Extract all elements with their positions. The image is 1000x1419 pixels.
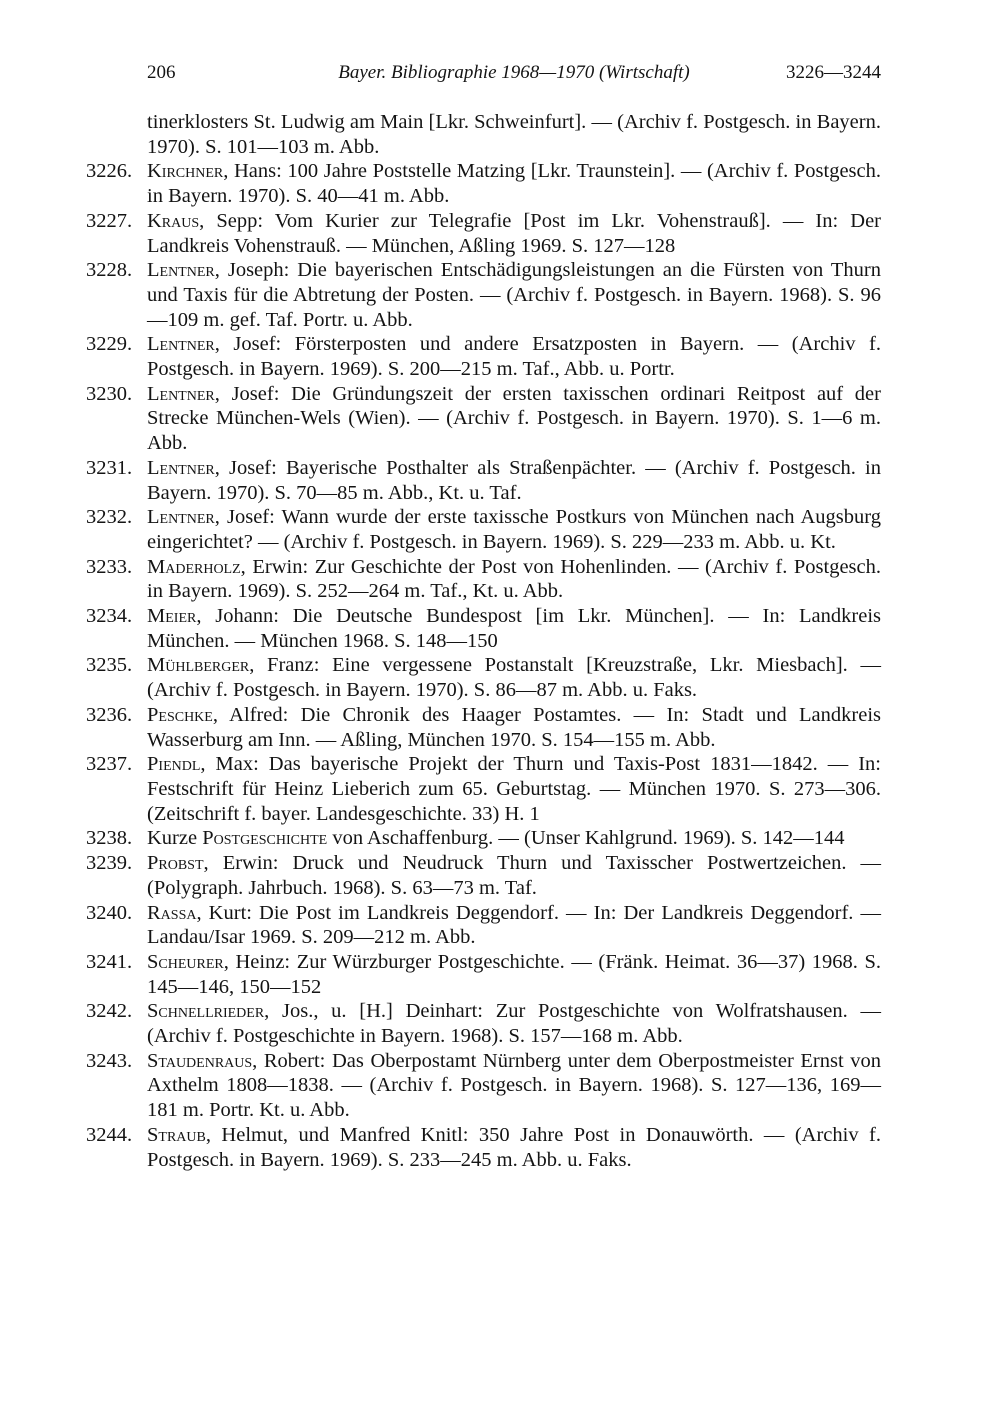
bibliography-entry xyxy=(86,1123,881,1172)
bibliography-entry xyxy=(86,332,881,381)
entry-text: , Johann: Die Deutsche Bundespost [im Lkr. München]. — In: Landkreis München. — München 1968. S. 148—150 xyxy=(147,605,881,652)
entry-text: , Alfred: Die Chronik des Haager Postamtes. — In: Stadt und Landkreis Wasserburg am Inn. — Aßling, München 1970. S. 154—155 m. Abb. xyxy=(147,703,881,751)
entry-number: 3243. xyxy=(86,1049,133,1072)
entry-number: 3239. xyxy=(86,852,133,875)
entry-text: , Josef: Wann wurde der erste taxissche Postkurs von München nach Augsburg eingerichtet? — (Archiv f. Postgesch. in Bayern. 1969). S. 229—233 m. Abb. u. Kt. xyxy=(147,506,881,553)
entry-number: 3241. xyxy=(86,950,133,973)
entry-number: 3235. xyxy=(86,654,133,677)
page-header xyxy=(147,58,881,88)
entry-number: 3229. xyxy=(86,333,133,356)
entry-text: , Joseph: Die bayerischen Entschädigungsleistungen an die Fürsten von Thurn und Taxis für die Abtretung der Posten. — (Archiv f. Postgesch. in Bayern. 1968). S. 96—109 m. gef. Taf. Portr. u. Abb. xyxy=(147,259,881,331)
entry-text: , Sepp: Vom Kurier zur Telegrafie [Post im Lkr. Vohenstrauß]. — In: Der Landkreis Vohenstrauß. — München, Aßling 1969. S. 127—128 xyxy=(147,209,881,257)
entry-prefix: Kurze xyxy=(147,827,203,850)
entry-author: Lentner xyxy=(147,259,215,282)
bibliography-entry xyxy=(86,851,881,900)
bibliography-entry xyxy=(86,209,881,258)
entry-author: Rassa xyxy=(147,901,197,924)
entry-author: Postgeschichte xyxy=(202,827,328,850)
entry-number: 3236. xyxy=(86,703,133,726)
entry-author: Lentner xyxy=(147,456,215,479)
entry-author: Probst xyxy=(147,852,204,875)
entry-text: , Franz: Eine vergessene Postanstalt [Kreuzstraße, Lkr. Miesbach]. — (Archiv f. Postgesch. in Bayern. 1970). S. 86—87 m. Abb. u. Faks. xyxy=(147,654,881,702)
entry-author: Maderholz xyxy=(147,555,241,578)
bibliography-entry xyxy=(86,703,881,752)
entry-author: Piendl xyxy=(147,753,201,776)
entry-text: , Helmut, und Manfred Knitl: 350 Jahre Post in Donauwörth. — (Archiv f. Postgesch. in Bayern. 1969). S. 233—245 m. Abb. u. Faks. xyxy=(147,1123,881,1171)
entry-text: , Josef: Die Gründungszeit der ersten taxisschen ordinari Reitpost auf der Strecke München-Wels (Wien). — (Archiv f. Postgesch. in Bayern. 1970). S. 1—6 m. Abb. xyxy=(147,382,881,455)
entry-text: , Erwin: Zur Geschichte der Post von Hohenlinden. — (Archiv f. Postgesch. in Bayern. 1969). S. 252—264 m. Taf., Kt. u. Abb. xyxy=(147,555,881,603)
entry-text: , Erwin: Druck und Neudruck Thurn und Taxisscher Postwertzeichen. — (Polygraph. Jahrbuch. 1968). S. 63—73 m. Taf. xyxy=(147,852,881,899)
entry-number: 3242. xyxy=(86,1000,133,1023)
entry-author: Staudenraus xyxy=(147,1049,253,1072)
entry-number: 3238. xyxy=(86,827,133,850)
entry-author: Straub xyxy=(147,1123,206,1146)
entry-author: Lentner xyxy=(147,382,215,405)
entry-number: 3244. xyxy=(86,1123,133,1146)
bibliography-list xyxy=(86,110,881,1172)
entry-range: 3226—3244 xyxy=(786,62,881,83)
entry-author: Schnellrieder xyxy=(147,1000,265,1023)
bibliography-entry xyxy=(86,382,881,456)
entry-number: 3234. xyxy=(86,605,133,628)
entry-text: , Josef: Försterposten und andere Ersatzposten in Bayern. — (Archiv f. Postgesch. in Bayern. 1969). S. 200—215 m. Taf., Abb. u. Portr. xyxy=(147,333,881,381)
entry-text: , Max: Das bayerische Projekt der Thurn und Taxis-Post 1831—1842. — In: Festschrift für Heinz Lieberich zum 65. Geburtstag. — München 1970. S. 273—306. (Zeitschrift f. bayer. Landesgeschichte. 33) H. 1 xyxy=(147,753,881,825)
bibliography-entry xyxy=(86,505,881,554)
bibliography-entry xyxy=(86,456,881,505)
entry-number: 3232. xyxy=(86,506,133,529)
bibliography-entry xyxy=(86,752,881,826)
entry-number: 3230. xyxy=(86,382,133,405)
entry-text: von Aschaffenburg. — (Unser Kahlgrund. 1969). S. 142—144 xyxy=(327,827,845,850)
bibliography-entry xyxy=(86,826,881,851)
entry-author: Mühlberger xyxy=(147,654,250,677)
entry-text: , Heinz: Zur Würzburger Postgeschichte. — (Fränk. Heimat. 36—37) 1968. S. 145—146, 150—152 xyxy=(147,950,881,998)
entry-author: Kraus xyxy=(147,209,200,232)
entry-number: 3240. xyxy=(86,901,133,924)
entry-number: 3227. xyxy=(86,209,133,232)
entry-author: Lentner xyxy=(147,333,215,356)
entry-number: 3231. xyxy=(86,456,133,479)
bibliography-entry xyxy=(86,258,881,332)
bibliography-entry xyxy=(86,653,881,702)
bibliography-entry xyxy=(86,604,881,653)
bibliography-entry xyxy=(86,1049,881,1123)
continuation-entry: tinerklosters St. Ludwig am Main [Lkr. Schweinfurt]. — (Archiv f. Postgesch. in Bayern. 1970). S. 101—103 m. Abb. xyxy=(147,111,881,158)
entry-text: , Kurt: Die Post im Landkreis Deggendorf. — In: Der Landkreis Deggendorf. — Landau/Isar 1969. S. 209—212 m. Abb. xyxy=(147,901,881,949)
entry-number: 3237. xyxy=(86,753,133,776)
entry-author: Meier xyxy=(147,605,197,628)
bibliography-entry xyxy=(86,901,881,950)
entry-number: 3233. xyxy=(86,555,133,578)
bibliography-entry xyxy=(86,950,881,999)
entry-text: , Hans: 100 Jahre Poststelle Matzing [Lkr. Traunstein]. — (Archiv f. Postgesch. in Bayern. 1970). S. 40—41 m. Abb. xyxy=(147,160,881,208)
entry-author: Kirchner xyxy=(147,160,224,183)
entry-text: , Josef: Bayerische Posthalter als Straßenpächter. — (Archiv f. Postgesch. in Bayern. 1970). S. 70—85 m. Abb., Kt. u. Taf. xyxy=(147,456,881,504)
bibliography-entry xyxy=(86,555,881,604)
entry-author: Scheurer xyxy=(147,950,224,973)
entry-text: , Jos., u. [H.] Deinhart: Zur Postgeschichte von Wolfratshausen. — (Archiv f. Postgeschichte in Bayern. 1968). S. 157—168 m. Abb. xyxy=(147,1000,881,1048)
bibliography-entry xyxy=(86,999,881,1048)
entry-author: Peschke xyxy=(147,703,213,726)
entry-number: 3226. xyxy=(86,160,133,183)
entry-author: Lentner xyxy=(147,506,215,529)
page-number: 206 xyxy=(147,62,176,83)
entry-text: , Robert: Das Oberpostamt Nürnberg unter dem Oberpostmeister Ernst von Axthelm 1808—1838. — (Archiv f. Postgesch. in Bayern. 1968). S. 127—136, 169—181 m. Portr. Kt. u. Abb. xyxy=(147,1049,881,1122)
running-title: Bayer. Bibliographie 1968—1970 (Wirtschaft) xyxy=(338,62,690,83)
entry-number: 3228. xyxy=(86,259,133,282)
bibliography-entry xyxy=(86,159,881,208)
